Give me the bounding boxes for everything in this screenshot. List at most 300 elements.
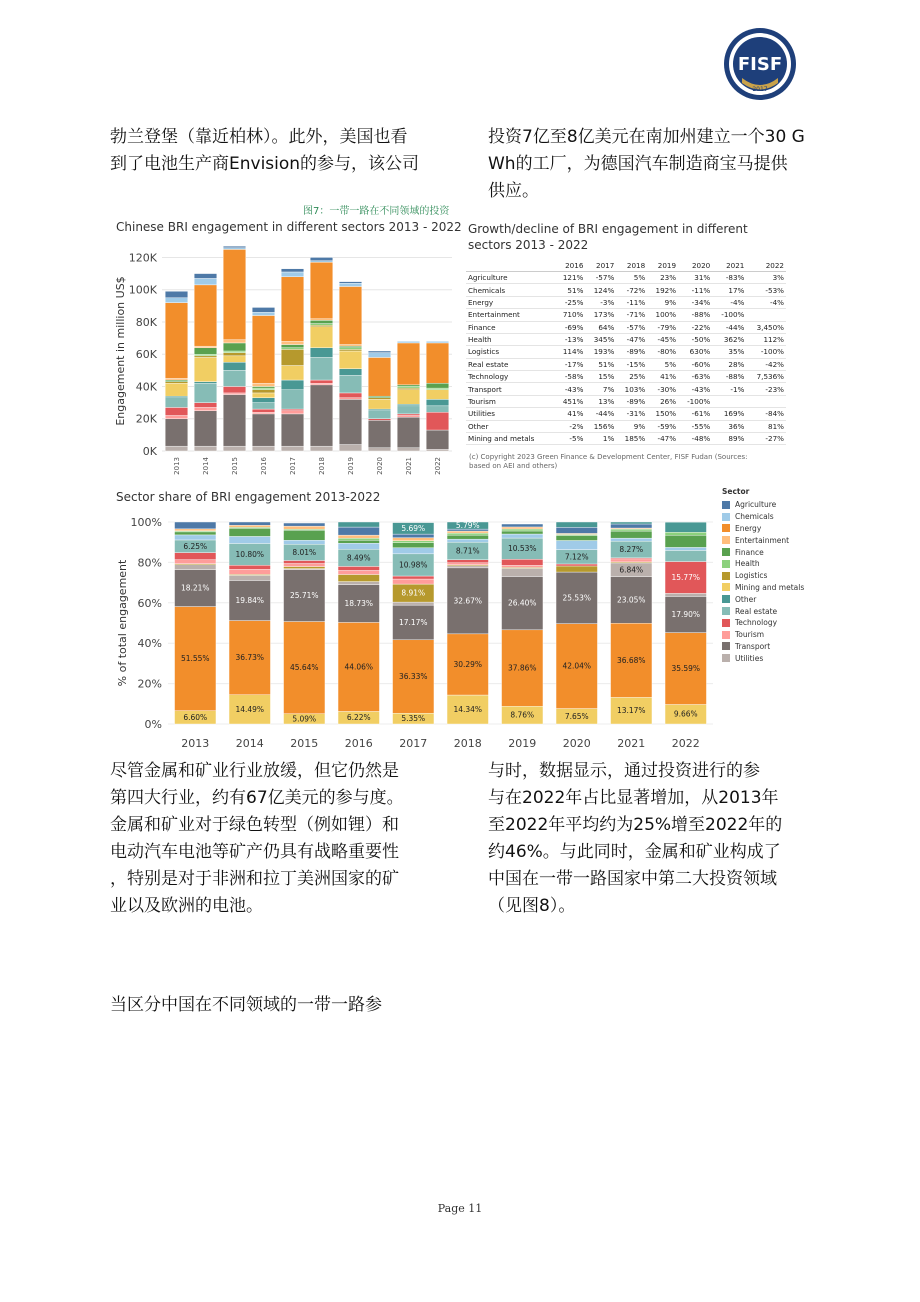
chart1-ytick-label: 120K (128, 251, 157, 265)
growth-table-sector: Tourism (466, 395, 555, 407)
chart1-bar-tourism (397, 416, 420, 418)
table-row (466, 395, 786, 407)
chart1-bar-real-estate (310, 357, 333, 380)
growth-table-cell: -17% (555, 358, 586, 370)
growth-table-cell: -22% (678, 321, 712, 333)
chart1-bar-health (426, 388, 449, 390)
chart2-data-label: 10.80% (235, 549, 265, 559)
chart1-bar-utilities (252, 446, 275, 451)
legend-swatch (722, 654, 730, 662)
chart1-xtick-label: 2014 (202, 457, 210, 475)
chart1-bar-mining-and-metals (281, 366, 304, 381)
chart2-bar-chemicals (611, 538, 652, 541)
legend-item-entertainment (722, 534, 804, 546)
chart2-data-label: 17.90% (671, 610, 701, 620)
chart1-bar-health (281, 348, 304, 350)
legend-swatch (722, 583, 730, 591)
chart2-bar-finance (229, 528, 270, 536)
table-row (466, 432, 786, 444)
chart1-title: Chinese BRI engagement in different sectors 2013 - 2022 (116, 220, 462, 234)
paragraph-1-right: 投资7亿至8亿美元在南加州建立一个30 G Wh的工厂，为德国汽车制造商宝马提供 供应。 (488, 127, 805, 201)
chart1-bar-mining-and-metals (165, 383, 188, 396)
chart2-bar-logistics (556, 566, 597, 572)
chart1-bar-finance (426, 383, 449, 388)
chart1-bar-finance (339, 346, 362, 348)
growth-table-cell: -1% (712, 383, 746, 395)
chart2-data-label: 14.34% (453, 705, 483, 715)
growth-table-cell: -15% (616, 358, 647, 370)
chart2-bar-agriculture (284, 523, 325, 526)
chart2-bar-technology (502, 559, 543, 565)
growth-table-cell: -57% (585, 272, 616, 284)
growth-table-cell: 173% (585, 309, 616, 321)
growth-table-cell: -11% (678, 284, 712, 296)
legend-swatch (722, 560, 730, 568)
chart1-bar-chemicals (165, 298, 188, 303)
chart1-bar-chemicals (194, 278, 217, 284)
legend-swatch (722, 595, 730, 603)
chart2-data-label: 10.98% (398, 560, 428, 570)
growth-table-sector: Logistics (466, 346, 555, 358)
chart1-bar-transport (165, 419, 188, 446)
chart1-bar-other (165, 396, 188, 398)
growth-table-cell: 345% (585, 333, 616, 345)
legend-item-chemicals (722, 511, 804, 523)
chart2-bar-entertainment (175, 529, 216, 531)
chart2-bar-finance (665, 535, 706, 547)
chart2-data-label: 23.05% (616, 595, 646, 605)
chart2-data-label: 44.06% (344, 662, 374, 672)
chart2-data-label: 36.73% (235, 653, 265, 663)
chart1-bar-transport (194, 411, 217, 446)
legend-item-tourism (722, 629, 804, 641)
chart1-bar-agriculture (165, 291, 188, 297)
chart2-bar-logistics (338, 574, 379, 581)
chart1-bar-other (194, 382, 217, 384)
chart1-bar-transport (281, 414, 304, 446)
chart2-ylabel: % of total engagement (116, 559, 129, 687)
growth-table-sector: Technology (466, 371, 555, 383)
chart2-bar-technology (556, 564, 597, 566)
page-number: Page 11 (437, 1202, 483, 1215)
legend-label: Logistics (735, 571, 768, 581)
growth-table-title: Growth/decline of BRI engagement in different sectors 2013 - 2022 (468, 222, 748, 252)
chart2-ytick-label: 80% (137, 556, 162, 570)
chart1-ylabel: Engagement in million US$ (114, 276, 127, 426)
chart1-xtick-label: 2020 (376, 457, 384, 475)
growth-table-cell: -50% (678, 333, 712, 345)
chart1-bar-other (310, 348, 333, 358)
chart1-bar-entertainment (310, 319, 333, 321)
chart2-bar-tourism (502, 565, 543, 567)
growth-table-cell: 9% (647, 296, 678, 308)
growth-table-cell: -43% (678, 383, 712, 395)
chart2-bar-other (556, 522, 597, 527)
chart1-xtick-label: 2021 (405, 457, 413, 475)
growth-table-cell: 26% (647, 395, 678, 407)
chart2-data-label: 10.53% (507, 544, 537, 554)
chart1-bar-utilities (426, 449, 449, 451)
chart1-bar-transport (368, 420, 391, 447)
chart2-bar-tourism (284, 564, 325, 567)
legend-swatch (722, 513, 730, 521)
chart2-ytick-label: 100% (130, 516, 162, 529)
legend-label: Chemicals (735, 512, 774, 522)
chart2-data-label: 6.84% (619, 565, 644, 575)
chart2-bar-other (665, 522, 706, 532)
chart2-data-label: 8.01% (292, 547, 317, 557)
growth-table-sector: Real estate (466, 358, 555, 370)
chart2-data-label: 9.66% (673, 709, 698, 719)
chart2-bar-entertainment (393, 538, 434, 541)
growth-table-year-header: 2019 (647, 260, 678, 272)
chart2-data-label: 15.77% (671, 572, 701, 582)
chart2-data-label: 8.27% (619, 545, 644, 555)
paragraph-2-left: 尽管金属和矿业行业放缓，但它仍然是 第四大行业，约有67亿美元的参与度。 金属和矿业对于绿色转型（例如锂）和 电动汽车电池等矿产仍具有战略重要性 ，特别是对于非洲和拉丁美洲国家的矿 业以及欧洲的电池。 (110, 761, 404, 916)
chart1-bar-transport (397, 417, 420, 448)
chart1-bar-agriculture (310, 257, 333, 260)
growth-table-cell: 51% (555, 284, 586, 296)
growth-table-cell: -43% (555, 383, 586, 395)
growth-table-sector: Agriculture (466, 272, 555, 284)
chart1-ytick-label: 40K (135, 380, 157, 394)
chart1-xtick-label: 2016 (260, 457, 268, 475)
growth-table-cell: -25% (555, 296, 586, 308)
growth-table-cell: 5% (616, 272, 647, 284)
growth-table-cell: 121% (555, 272, 586, 284)
chart1-ytick-label: 80K (135, 315, 157, 329)
chart2-data-label: 51.55% (180, 654, 210, 664)
legend-label: Tourism (735, 630, 765, 640)
growth-table-cell: 17% (712, 284, 746, 296)
chart1-bar-other (281, 380, 304, 390)
legend-item-real-estate (722, 605, 804, 617)
chart1-bar-tourism (223, 393, 246, 395)
chart1-bar-tourism (165, 416, 188, 419)
growth-table-cell: 7% (585, 383, 616, 395)
table-row (466, 296, 786, 308)
chart2-bar-utilities (393, 602, 434, 605)
chart1-bar-logistics (223, 353, 246, 356)
chart1-bar-finance (281, 345, 304, 348)
chart1-bar-finance (368, 396, 391, 398)
legend-label: Technology (735, 618, 778, 628)
chart1-bar-health (223, 351, 246, 353)
legend-label: Utilities (735, 653, 764, 663)
chart1-bar-finance (194, 348, 217, 354)
chart2-ytick-label: 40% (137, 637, 162, 651)
growth-table-sector: Finance (466, 321, 555, 333)
chart1-xtick-label: 2019 (347, 457, 355, 475)
growth-table-cell: 3,450% (746, 321, 786, 333)
chart2-xtick-label: 2014 (235, 737, 264, 750)
growth-table-cell: -83% (712, 272, 746, 284)
growth-table-cell: -53% (746, 284, 786, 296)
chart2-xtick-label: 2022 (671, 737, 700, 750)
legend-swatch (722, 631, 730, 639)
chart1-bar-transport (223, 395, 246, 447)
chart1-bar-mining-and-metals (397, 390, 420, 405)
chart2-bar-entertainment (284, 526, 325, 529)
growth-table-cell: -72% (616, 284, 647, 296)
growth-table-cell: -47% (647, 432, 678, 444)
growth-table-year-header: 2016 (555, 260, 586, 272)
chart1-bar-other (368, 409, 391, 411)
chart1-bar-health (252, 388, 275, 390)
growth-table-cell: -88% (678, 309, 712, 321)
chart1-bar-logistics (310, 325, 333, 327)
chart2-bar-agriculture (338, 527, 379, 535)
growth-table-cell: 169% (712, 408, 746, 420)
chart2-data-label: 6.22% (346, 713, 371, 723)
growth-table-sector: Transport (466, 383, 555, 395)
growth-table-cell: -2% (555, 420, 586, 432)
chart2-ytick-label: 0% (144, 718, 162, 731)
growth-table-cell: -48% (678, 432, 712, 444)
chart1-bar-energy (281, 277, 304, 342)
table-row (466, 383, 786, 395)
chart1-bar-logistics (368, 398, 391, 400)
chart1-bar-real-estate (426, 406, 449, 412)
chart1-bar-chemicals (426, 341, 449, 343)
chart1-bar-logistics (339, 349, 362, 351)
chart1-bar-energy (194, 285, 217, 346)
chart1-ytick-label: 20K (135, 412, 157, 426)
growth-table-cell: -55% (678, 420, 712, 432)
legend-item-transport (722, 641, 804, 653)
chart2-bar-tourism (447, 563, 488, 565)
growth-table-cell: 31% (678, 272, 712, 284)
chart1-bar-entertainment (223, 340, 246, 343)
chart1-bar-energy (165, 303, 188, 379)
growth-table-cell: -100% (746, 346, 786, 358)
chart2-xtick-label: 2015 (290, 737, 319, 750)
chart1-bar-health (310, 324, 333, 326)
chart1-bar-technology (426, 412, 449, 430)
growth-table-cell: 124% (585, 284, 616, 296)
growth-table-cell: 193% (585, 346, 616, 358)
chart1-bar-other (397, 404, 420, 406)
growth-table-cell: 15% (585, 371, 616, 383)
chart1-bar-energy (223, 249, 246, 339)
chart2-bar-finance (556, 535, 597, 540)
chart1-bar-mining-and-metals (252, 393, 275, 398)
figure-caption: 图7：一带一路在不同领域的投资 (303, 206, 450, 217)
chart2-bar-utilities (665, 593, 706, 596)
chart1-bar-agriculture (368, 351, 391, 353)
growth-table-cell: -30% (647, 383, 678, 395)
legend-swatch (722, 536, 730, 544)
chart1-bar-real-estate (339, 375, 362, 393)
legend-label: Transport (735, 641, 771, 651)
chart1-bar-agriculture (194, 274, 217, 279)
chart2-bar-chemicals (229, 536, 270, 543)
growth-table-cell: -89% (616, 346, 647, 358)
legend-item-agriculture (722, 499, 804, 511)
legend-swatch (722, 607, 730, 615)
growth-table-cell: 112% (746, 333, 786, 345)
chart2-data-label: 18.73% (344, 599, 374, 609)
legend-swatch (722, 524, 730, 532)
chart1-bar-tourism (310, 383, 333, 385)
growth-table-cell: 156% (585, 420, 616, 432)
chart1-bar-utilities (223, 446, 246, 451)
chart2-xtick-label: 2018 (453, 737, 482, 750)
growth-table-cell: 100% (647, 309, 678, 321)
chart2-bar-entertainment (502, 527, 543, 529)
chart2-data-label: 7.12% (564, 552, 589, 562)
growth-table-cell: -84% (746, 408, 786, 420)
legend-label: Real estate (735, 606, 778, 616)
chart2-bar-chemicals (284, 540, 325, 544)
growth-table-cell: 103% (616, 383, 647, 395)
growth-table-year-header: 2017 (585, 260, 616, 272)
chart1-bar-other (223, 362, 246, 370)
chart1-ytick-label: 60K (135, 348, 157, 362)
growth-table-cell: -63% (678, 371, 712, 383)
growth-table-cell: -27% (746, 432, 786, 444)
chart2-data-label: 7.65% (564, 711, 589, 721)
growth-table-cell: -3% (585, 296, 616, 308)
growth-table-sector: Other (466, 420, 555, 432)
legend-title: Sector (722, 487, 750, 496)
chart2-xtick-label: 2020 (562, 737, 591, 750)
chart1-bar-chemicals (281, 272, 304, 277)
growth-table-cell: -11% (616, 296, 647, 308)
chart1-bar-utilities (165, 446, 188, 451)
chart2-bar-finance (338, 540, 379, 543)
chart1-bar-tourism (339, 398, 362, 400)
chart2-data-label: 6.60% (183, 712, 208, 722)
table-row (466, 333, 786, 345)
table-row (466, 346, 786, 358)
chart2-title: Sector share of BRI engagement 2013-2022 (116, 490, 381, 504)
chart1-stacked-bar (110, 245, 460, 475)
chart2-bar-utilities (338, 582, 379, 585)
legend-item-utilities (722, 652, 804, 664)
chart2-data-label: 45.64% (289, 663, 319, 673)
chart2-xtick-label: 2013 (181, 737, 210, 750)
chart2-data-label: 26.40% (507, 598, 537, 608)
growth-table-cell: 41% (647, 371, 678, 383)
chart1-bar-technology (223, 386, 246, 392)
legend-swatch (722, 548, 730, 556)
chart1-bar-finance (223, 343, 246, 351)
legend-item-mining-and-metals (722, 582, 804, 594)
growth-table-cell: -59% (647, 420, 678, 432)
chart2-bar-entertainment (447, 531, 488, 533)
growth-table-cell: 51% (585, 358, 616, 370)
chart1-xtick-label: 2013 (173, 457, 181, 475)
chart1-bar-finance (397, 385, 420, 387)
chart1-bar-chemicals (397, 341, 420, 343)
chart2-data-label: 5.69% (401, 523, 426, 533)
growth-table-cell: 630% (678, 346, 712, 358)
legend-item-other (722, 593, 804, 605)
growth-table-cell: 25% (616, 371, 647, 383)
legend-label: Agriculture (735, 500, 777, 510)
table-row (466, 321, 786, 333)
chart2-data-label: 5.35% (401, 714, 426, 724)
chart2-data-label: 25.53% (562, 593, 592, 603)
chart1-bar-mining-and-metals (426, 390, 449, 400)
logo-year: 2017 (752, 86, 768, 93)
table-row (466, 284, 786, 296)
logo-initials: FISF (737, 54, 783, 75)
growth-table-cell: 710% (555, 309, 586, 321)
fisf-logo (722, 26, 798, 102)
chart1-xtick-label: 2022 (434, 457, 442, 475)
chart2-data-label: 8.49% (346, 553, 371, 563)
growth-table-year-header: 2021 (712, 260, 746, 272)
growth-table-cell: -69% (555, 321, 586, 333)
chart2-data-label: 17.17% (398, 617, 428, 627)
growth-table-cell: 362% (712, 333, 746, 345)
chart2-data-label: 5.09% (292, 714, 317, 724)
chart2-data-label: 42.04% (562, 661, 592, 671)
chart2-bar-technology (229, 565, 270, 569)
chart2-ytick-label: 60% (137, 596, 162, 610)
chart2-bar-tourism (229, 569, 270, 574)
chart1-bar-technology (368, 419, 391, 421)
table-row (466, 420, 786, 432)
chart1-bar-logistics (252, 390, 275, 393)
chart2-data-label: 36.33% (398, 671, 428, 681)
chart2-bar-agriculture (393, 534, 434, 538)
growth-table-cell: 7,536% (746, 371, 786, 383)
growth-table-cell: -88% (712, 371, 746, 383)
chart1-bar-utilities (397, 448, 420, 451)
chart1-bar-entertainment (252, 383, 275, 386)
chart2-xtick-label: 2021 (617, 737, 646, 750)
chart1-xtick-label: 2015 (231, 457, 239, 475)
chart1-bar-mining-and-metals (223, 356, 246, 362)
growth-table-cell: -13% (555, 333, 586, 345)
chart2-data-label: 30.29% (453, 659, 483, 669)
chart2-xtick-label: 2017 (399, 737, 428, 750)
growth-table-cell: -31% (616, 408, 647, 420)
chart1-bar-logistics (165, 382, 188, 384)
chart1-ytick-label: 100K (128, 283, 157, 297)
chart2-data-label: 35.59% (671, 664, 701, 674)
chart1-bar-real-estate (165, 398, 188, 408)
growth-table-cell: 114% (555, 346, 586, 358)
growth-table-cell: -45% (647, 333, 678, 345)
chart1-bar-other (426, 399, 449, 405)
legend-swatch (722, 572, 730, 580)
chart2-bar-real-estate (665, 550, 706, 561)
chart2-bar-technology (393, 576, 434, 579)
table-row (466, 358, 786, 370)
chart2-bar-chemicals (502, 534, 543, 538)
chart2-bar-agriculture (556, 527, 597, 533)
chart1-bar-finance (165, 380, 188, 382)
growth-table (466, 260, 786, 445)
growth-table-cell: -4% (712, 296, 746, 308)
growth-table-cell: 192% (647, 284, 678, 296)
copyright-note: (c) Copyright 2023 Green Finance & Development Center, FISF Fudan (Sources: based on AEI and others) (469, 453, 748, 470)
chart2-bar-entertainment (229, 525, 270, 527)
legend-item-finance (722, 546, 804, 558)
table-row (466, 371, 786, 383)
growth-table-cell: -60% (678, 358, 712, 370)
growth-table-year-header: 2022 (746, 260, 786, 272)
chart1-bar-finance (252, 386, 275, 388)
chart2-bar-health (338, 538, 379, 540)
chart1-bar-technology (252, 409, 275, 412)
table-row (466, 272, 786, 284)
chart1-bar-mining-and-metals (368, 399, 391, 409)
